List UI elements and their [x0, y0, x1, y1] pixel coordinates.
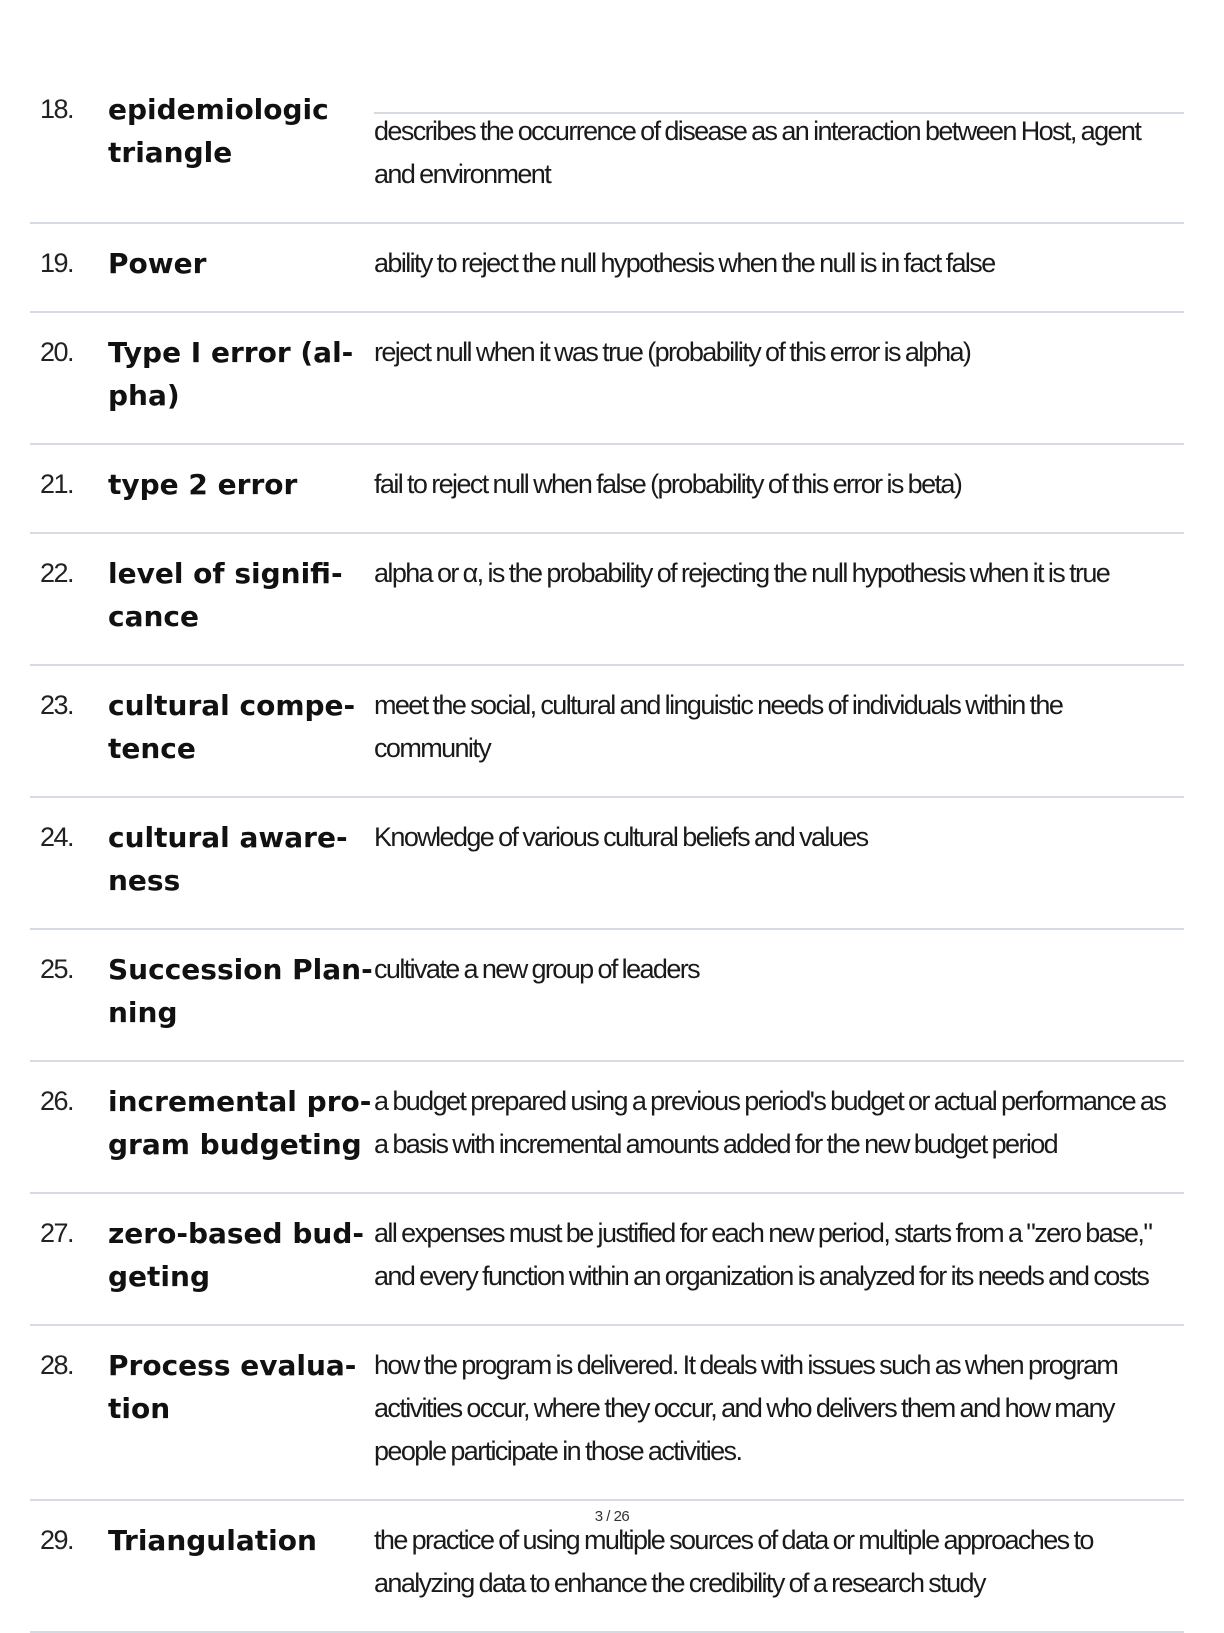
entry-definition: how the program is delivered. It deals with issues such as when program activities occur, where they occur, and who delivers them and how many people participate in those activities.	[374, 1350, 1118, 1466]
entry-definition: fail to reject null when false (probability of this error is beta)	[374, 469, 962, 499]
entry-term: incremental program budgeting	[108, 1085, 372, 1161]
entry-number: 28.	[40, 1350, 74, 1380]
entry-number: 20.	[40, 337, 74, 367]
entry-definition: meet the social, cultural and linguistic needs of individuals within the community	[374, 690, 1063, 763]
glossary-row-22	[30, 534, 1184, 666]
entry-definition: Knowledge of various cultural beliefs and values	[374, 822, 868, 852]
glossary-row-21	[30, 445, 1184, 534]
entry-term: zero-based budgeting	[108, 1217, 364, 1293]
glossary-table	[30, 88, 1184, 1633]
entry-number: 25.	[40, 954, 74, 984]
entry-number: 24.	[40, 822, 74, 852]
page-number: 3 / 26	[594, 1508, 630, 1525]
glossary-row-20	[30, 313, 1184, 445]
glossary-row-26	[30, 1062, 1184, 1194]
glossary-row-27	[30, 1194, 1184, 1326]
entry-term: Power	[108, 247, 207, 280]
entry-term: Triangulation	[108, 1524, 317, 1557]
entry-definition: reject null when it was true (probability of this error is alpha)	[374, 337, 971, 367]
entry-term: cultural competence	[108, 689, 356, 765]
entry-number: 26.	[40, 1086, 74, 1116]
entry-term: cultural awareness	[108, 821, 348, 897]
glossary-row-18	[30, 88, 1184, 224]
entry-definition: ability to reject the null hypothesis when the null is in fact false	[374, 248, 995, 278]
entry-number: 21.	[40, 469, 74, 499]
entry-number: 22.	[40, 558, 74, 588]
entry-definition: the practice of using multiple sources of data or multiple approaches to analyzing data to enhance the credibility of a research study	[374, 1525, 1093, 1598]
entry-term: type 2 error	[108, 468, 298, 501]
entry-term: Process evaluation	[108, 1349, 357, 1425]
entry-definition: all expenses must be justified for each new period, starts from a "zero base," and every function within an organization is analyzed for its needs and costs	[374, 1218, 1152, 1291]
entry-term: level of significance	[108, 557, 343, 633]
entry-term: Type I error (alpha)	[108, 336, 354, 412]
entry-definition: cultivate a new group of leaders	[374, 954, 700, 984]
entry-definition: describes the occurrence of disease as an interaction between Host, agent and environment	[374, 116, 1141, 189]
entry-definition: a budget prepared using a previous period's budget or actual performance as a basis with incremental amounts added for the new budget period	[374, 1086, 1166, 1159]
entry-definition: alpha or α, is the probability of rejecting the null hypothesis when it is true	[374, 558, 1110, 588]
entry-number: 19.	[40, 248, 74, 278]
glossary-row-25	[30, 930, 1184, 1062]
entry-number: 18.	[30, 88, 108, 131]
glossary-row-23	[30, 666, 1184, 798]
glossary-row-28	[30, 1326, 1184, 1501]
entry-number: 29.	[40, 1525, 74, 1555]
entry-term: epidemiologic triangle	[108, 88, 374, 174]
entry-term: Succession Planning	[108, 953, 373, 1029]
entry-number: 23.	[40, 690, 74, 720]
glossary-row-19	[30, 224, 1184, 313]
glossary-row-24	[30, 798, 1184, 930]
entry-number: 27.	[40, 1218, 74, 1248]
